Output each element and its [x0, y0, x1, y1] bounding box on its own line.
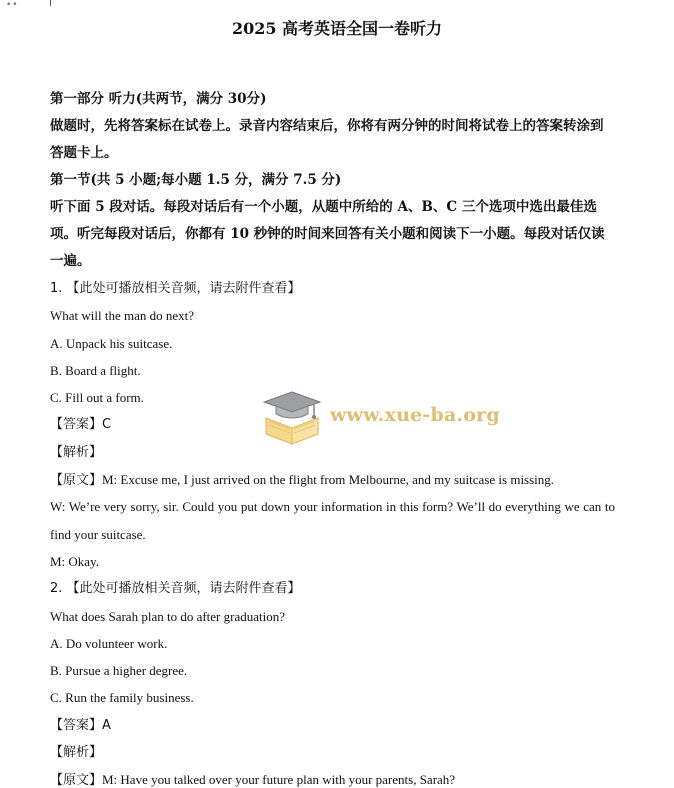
answer: 【答案】A — [50, 717, 111, 733]
analysis-label: 【解析】 — [50, 745, 103, 761]
instructions: 做题时，先将答案标在试卷上。录音内容结束后，你将有两分钟的时间将试卷上的答案转涂到答题卡上。 — [50, 118, 604, 161]
option-b: B. Pursue a higher degree. — [50, 663, 188, 679]
part-heading: 第一部分 听力(共两节，满分 30分) — [50, 91, 267, 107]
option-a: A. Unpack his suitcase. — [50, 335, 173, 351]
answer: 【答案】C — [50, 417, 112, 433]
audio-note[interactable]: 1. 【此处可播放相关音频，请去附件查看】 — [50, 281, 301, 296]
page-title: 2025 高考英语全国一卷听力 — [231, 19, 443, 38]
watermark — [262, 388, 500, 450]
transcript-line: W: We’re very sorry, sir. Could you put down your information in this form? We’ll do everything we can to find your suitcase. — [50, 499, 615, 542]
option-c: C. Fill out a form. — [50, 390, 144, 406]
section-heading: 第一节(共 5 小题;每小题 1.5 分，满分 7.5 分) — [50, 172, 342, 188]
transcript-line: 【原文】M: Have you talked over your future plan with your parents, Sarah? — [50, 772, 456, 788]
analysis-label: 【解析】 — [50, 444, 103, 460]
audio-note[interactable]: 2. 【此处可播放相关音频，请去附件查看】 — [50, 581, 301, 597]
question-text: What will the man do next? — [50, 308, 195, 324]
watermark-text: www.xue-ba.org — [330, 404, 500, 426]
graduation-cap-book-icon — [262, 388, 324, 448]
corner-marks: •• — [6, 0, 19, 10]
option-a: A. Do volunteer work. — [50, 635, 168, 651]
option-b: B. Board a flight. — [50, 362, 141, 378]
question-text: What does Sarah plan to do after graduation? — [50, 608, 285, 624]
margin-tick — [50, 0, 51, 6]
option-c: C. Run the family business. — [50, 690, 194, 706]
transcript-line: M: Okay. — [50, 553, 99, 569]
section-instructions: 听下面 5 段对话。每段对话后有一个小题，从题中所给的 A、B、C 三个选项中选出最佳选项。听完每段对话后，你都有 10 秒钟的时间来回答有关小题和阅读下一小题。每段对话仅读一遍。 — [50, 199, 605, 269]
transcript-line: 【原文】M: Excuse me, I just arrived on the flight from Melbourne, and my suitcase is missing. — [50, 472, 555, 488]
